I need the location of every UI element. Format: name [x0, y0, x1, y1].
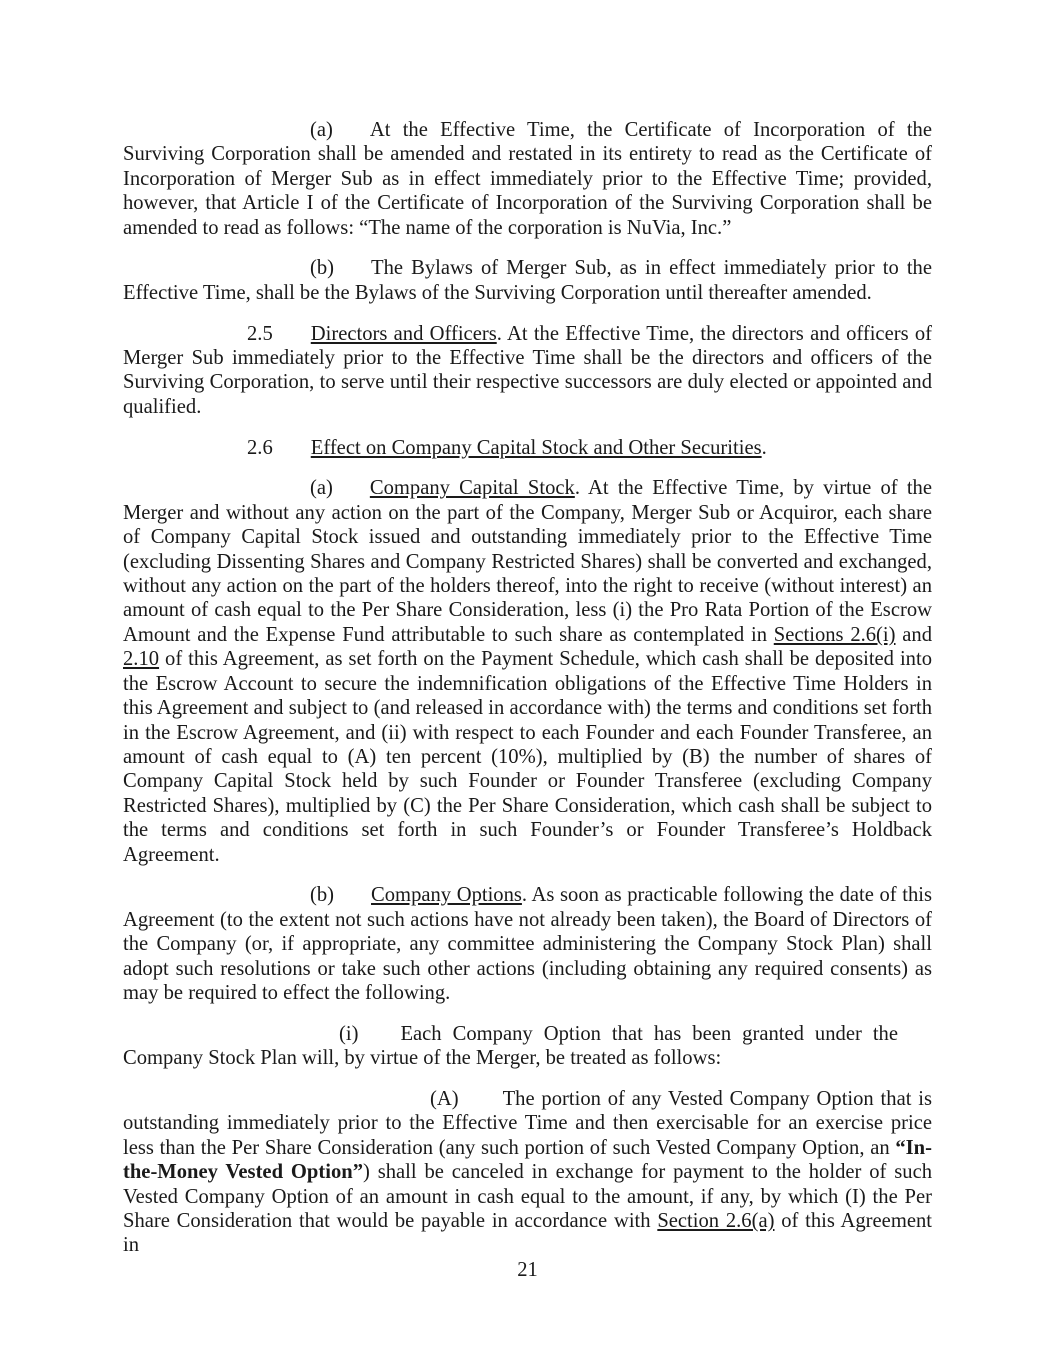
section-reference: Section 2.6(a) — [657, 1209, 775, 1232]
paragraph-text: ) shall be canceled in exchange for payment to the holder of such Vested Company Option of an amount in cash equal to the amount, if any, by which (I) the Per Share Consideration that would be payable in accordance with — [123, 1161, 933, 1232]
section-2-5-directors-officers — [123, 322, 932, 420]
para-company-capital-stock — [123, 476, 932, 867]
paragraph-text: . — [761, 436, 767, 459]
paragraph-text: of this Agreement in — [123, 1209, 933, 1257]
paragraph-text: The Bylaws of Merger Sub, as in effect immediately prior to the Effective Time, shall be the Bylaws of the Surviving Corporation until thereafter amended. — [123, 257, 932, 304]
paragraph-label: (a) — [310, 119, 333, 141]
paragraph-text: At the Effective Time, the Certificate of Incorporation of the Surviving Corporation shall be amended and restated in its entirety to read as the Certificate of Incorporation of Merger Sub as in effect immediately prior to the Effective Time; provided, however, that Article I of the Certificate of Incorporation of the Surviving Corporation shall be amended to read as follows: “The name of the corporation is NuVia, Inc.” — [123, 119, 932, 239]
document-body — [123, 118, 932, 1274]
paragraph-text: of this Agreement, as set forth on the Payment Schedule, which cash shall be deposited into the Escrow Account to secure the indemnification obligations of the Effective Time Holders in this Agreement and subject to (and released in accordance with) the terms and conditions set forth in the Escrow Agreement, and (ii) with respect to each Founder and each Founder Transferee, an amount of cash equal to (A) ten percent (10%), multiplied by (B) the number of shares of Company Capital Stock held by such Founder or Founder Transferee (excluding Company Restricted Shares), multiplied by (C) the Per Share Consideration, which cash shall be subject to the terms and conditions set forth in such Founder’s or Founder Transferee’s Holdback Agreement. — [123, 648, 932, 866]
paragraph-text: The portion of any Vested Company Option that is outstanding immediately prior to the Effective Time and then exercisable for an exercise price less than the Per Share Consideration (any such portion of such Vested Company Option, an — [123, 1087, 932, 1159]
page-number: 21 — [517, 1259, 538, 1281]
para-option-treatment-intro — [123, 1022, 898, 1071]
para-bylaws — [123, 256, 932, 305]
paragraph-label: (i) — [339, 1022, 359, 1045]
section-reference: Sections 2.6(i) — [773, 623, 896, 646]
paragraph-label: (b) — [310, 884, 335, 907]
defined-term-bold: “In-the-Money Vested Option” — [123, 1136, 932, 1184]
paragraph-text: . At the Effective Time, the directors and officers of Merger Sub immediately prior to the Effective Time shall be the directors and officers of the Surviving Corporation, to serve until their respective successors are duly elected or appointed and qualified. — [123, 322, 932, 418]
paragraph-text: . As soon as practicable following the date of this Agreement (to the extent not such actions have not already been taken), the Board of Directors of the Company (or, if appropriate, any committee administering the Company Stock Plan) shall adopt such resolutions or take such other actions (including obtaining any required consents) as may be required to effect the following. — [123, 884, 932, 1004]
section-number: 2.5 — [247, 322, 273, 345]
section-heading: Effect on Company Capital Stock and Other Securities — [310, 436, 762, 459]
paragraph-text: Each Company Option that has been granted under the Company Stock Plan will, by virtue of the Merger, be treated as follows: — [123, 1022, 898, 1070]
para-company-options — [123, 883, 932, 1005]
paragraph-text: . At the Effective Time, by virtue of the Merger and without any action on the part of the Company, Merger Sub or Acquiror, each share of Company Capital Stock issued and outstanding immediately prior to the Effective Time (excluding Dissenting Shares and Company Restricted Shares) shall be converted and exchanged, without any action on the part of the holders thereof, into the right to receive (without interest) an amount of cash equal to the Per Share Consideration, less (i) the Pro Rata Portion of the Escrow Amount and the Expense Fund attributable to such share as contemplated in — [123, 477, 932, 646]
section-2-6-heading — [123, 436, 932, 460]
paragraph-heading: Company Options — [371, 884, 522, 907]
section-reference: 2.10 — [123, 648, 160, 671]
paragraph-label: (b) — [310, 257, 335, 280]
section-number: 2.6 — [247, 436, 273, 459]
para-vested-option-A — [123, 1087, 932, 1258]
paragraph-label: (a) — [310, 477, 333, 500]
paragraph-label: (A) — [430, 1087, 459, 1110]
section-heading: Directors and Officers — [310, 322, 497, 345]
paragraph-text: and — [895, 623, 932, 646]
paragraph-heading: Company Capital Stock — [369, 477, 575, 500]
para-certificate-amendment — [123, 118, 932, 240]
